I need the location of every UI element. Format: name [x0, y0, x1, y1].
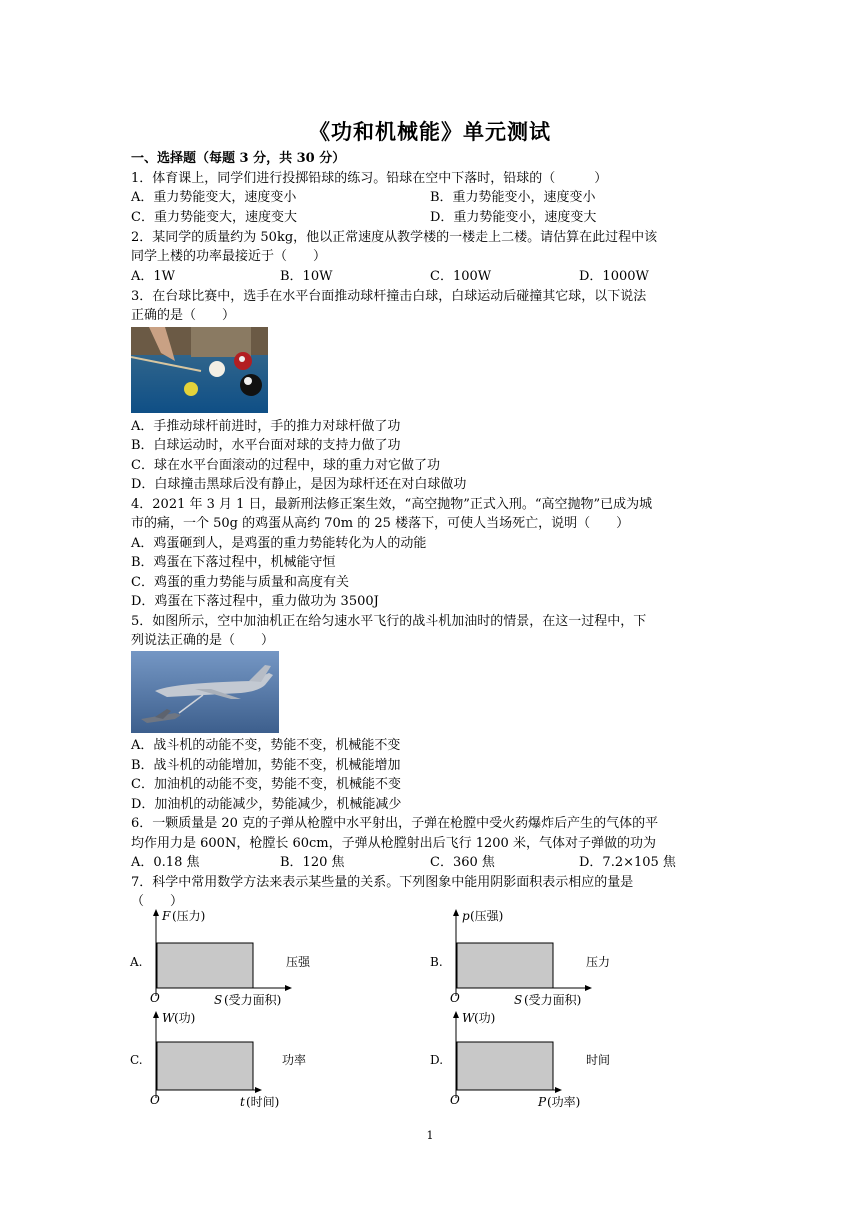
- q6-option-d: D．7.2×105 焦: [579, 855, 676, 870]
- q1-option-c: C．重力势能变大，速度变大: [131, 210, 297, 225]
- q3-option-b: B．白球运动时，水平台面对球的支持力做了功: [131, 438, 401, 453]
- origin-label: O: [150, 991, 160, 1005]
- q6-option-c: C．360 焦: [430, 855, 495, 870]
- question-7-stem-line1: 7．科学中常用数学方法来表示某些量的关系。下列图象中能用阴影面积表示相应的量是: [131, 875, 634, 890]
- q4-option-a: A．鸡蛋砸到人，是鸡蛋的重力势能转化为人的动能: [131, 536, 427, 551]
- graph-letter: A.: [130, 955, 143, 969]
- graph-letter: B.: [430, 955, 443, 969]
- q3-option-c: C．球在水平台面滚动的过程中，球的重力对它做了功: [131, 458, 440, 473]
- graph-c: [128, 1008, 428, 1112]
- y-axis-label: (压强): [470, 909, 504, 923]
- q6-option-a: A．0.18 焦: [131, 855, 200, 870]
- q6-option-b: B．120 焦: [280, 855, 345, 870]
- x-axis-var: S: [514, 993, 523, 1007]
- q5-option-c: C．加油机的动能不变，势能不变，机械能不变: [131, 777, 401, 792]
- origin-label: O: [450, 991, 460, 1005]
- question-3-stem-line2: 正确的是（ ）: [131, 308, 236, 323]
- question-4-stem-line1: 4．2021 年 3 月 1 日，最新刑法修正案生效，“高空抛物”正式入刑。“高空抛物”已成为城: [131, 497, 653, 512]
- q1-option-d: D．重力势能变小，速度变大: [430, 210, 597, 225]
- graph-quantity: 时间: [586, 1053, 611, 1067]
- page-title: 《功和机械能》单元测试: [309, 119, 551, 144]
- q2-option-d: D．1000W: [579, 269, 649, 284]
- x-axis-var: P: [538, 1095, 547, 1109]
- aerial-refueling-photo: [131, 651, 279, 733]
- y-axis-label: (压力): [172, 909, 206, 923]
- question-3-stem-line1: 3．在台球比赛中，选手在水平台面推动球杆撞击白球，白球运动后碰撞其它球，以下说法: [131, 289, 647, 304]
- x-axis-var: S: [214, 993, 223, 1007]
- q1-option-a: A．重力势能变大，速度变小: [131, 190, 297, 205]
- q3-option-a: A．手推动球杆前进时，手的推力对球杆做了功: [131, 419, 401, 434]
- graph-d: [428, 1008, 728, 1112]
- question-2-stem-line2: 同学上楼的功率最接近于（ ）: [131, 249, 327, 264]
- question-6-stem-line1: 6．一颗质量是 20 克的子弹从枪膛中水平射出，子弹在枪膛中受火药爆炸后产生的气体的平: [131, 816, 659, 831]
- shaded-area: [157, 1042, 253, 1090]
- section-heading: 一、选择题（每题 3 分，共 30 分）: [131, 151, 346, 166]
- y-axis-var: p: [462, 909, 470, 923]
- shaded-area: [457, 1042, 553, 1090]
- q4-option-c: C．鸡蛋的重力势能与质量和高度有关: [131, 575, 349, 590]
- q4-option-d: D．鸡蛋在下落过程中，重力做功为 3500J: [131, 594, 379, 609]
- question-4-stem-line2: 市的痛，一个 50g 的鸡蛋从高约 70m 的 25 楼落下，可使人当场死亡，说明（ ）: [131, 516, 630, 531]
- question-6-stem-line2: 均作用力是 600N，枪膛长 60cm，子弹从枪膛射出后飞行 1200 米，气体对子弹做的功为: [131, 836, 656, 851]
- q5-option-a: A．战斗机的动能不变，势能不变，机械能不变: [131, 738, 401, 753]
- q2-option-b: B．10W: [280, 269, 333, 284]
- y-axis-var: W: [162, 1011, 175, 1025]
- shaded-area: [157, 943, 253, 988]
- x-axis-label: (功率): [547, 1095, 581, 1109]
- origin-label: O: [150, 1093, 160, 1107]
- q5-option-d: D．加油机的动能减少，势能减少，机械能减少: [131, 797, 402, 812]
- origin-label: O: [450, 1093, 460, 1107]
- page-number: 1: [426, 1129, 434, 1142]
- graph-quantity: 压强: [286, 955, 311, 969]
- question-5-stem-line1: 5．如图所示，空中加油机正在给匀速水平飞行的战斗机加油时的情景，在这一过程中，下: [131, 614, 647, 629]
- question-7-stem-line2: （ ）: [131, 894, 184, 909]
- graph-quantity: 压力: [586, 955, 611, 969]
- x-axis-label: (受力面积): [524, 993, 582, 1007]
- y-axis-var: F: [162, 909, 171, 923]
- shaded-area: [457, 943, 553, 988]
- y-axis-var: W: [462, 1011, 475, 1025]
- y-axis-label: (功): [474, 1011, 496, 1025]
- q1-option-b: B．重力势能变小，速度变小: [430, 190, 596, 205]
- q2-option-a: A．1W: [131, 269, 176, 284]
- graph-b: [428, 906, 728, 1010]
- q4-option-b: B．鸡蛋在下落过程中，机械能守恒: [131, 555, 336, 570]
- q3-option-d: D．白球撞击黑球后没有静止，是因为球杆还在对白球做功: [131, 477, 467, 492]
- x-axis-var: t: [240, 1095, 245, 1109]
- q5-option-b: B．战斗机的动能增加，势能不变，机械能增加: [131, 758, 401, 773]
- billiards-photo: [131, 327, 268, 413]
- graph-letter: C.: [130, 1053, 143, 1067]
- question-2-stem-line1: 2．某同学的质量约为 50kg，他以正常速度从教学楼的一楼走上二楼。请估算在此过程中该: [131, 230, 658, 245]
- question-1-stem: 1．体育课上，同学们进行投掷铅球的练习。铅球在空中下落时，铅球的（ ）: [131, 171, 608, 186]
- graph-a: [128, 906, 428, 1010]
- graph-letter: D.: [430, 1053, 444, 1067]
- y-axis-label: (功): [174, 1011, 196, 1025]
- x-axis-label: (受力面积): [224, 993, 282, 1007]
- graph-quantity: 功率: [282, 1053, 307, 1067]
- q2-option-c: C．100W: [430, 269, 492, 284]
- x-axis-label: (时间): [246, 1095, 280, 1109]
- question-5-stem-line2: 列说法正确的是（ ）: [131, 633, 275, 648]
